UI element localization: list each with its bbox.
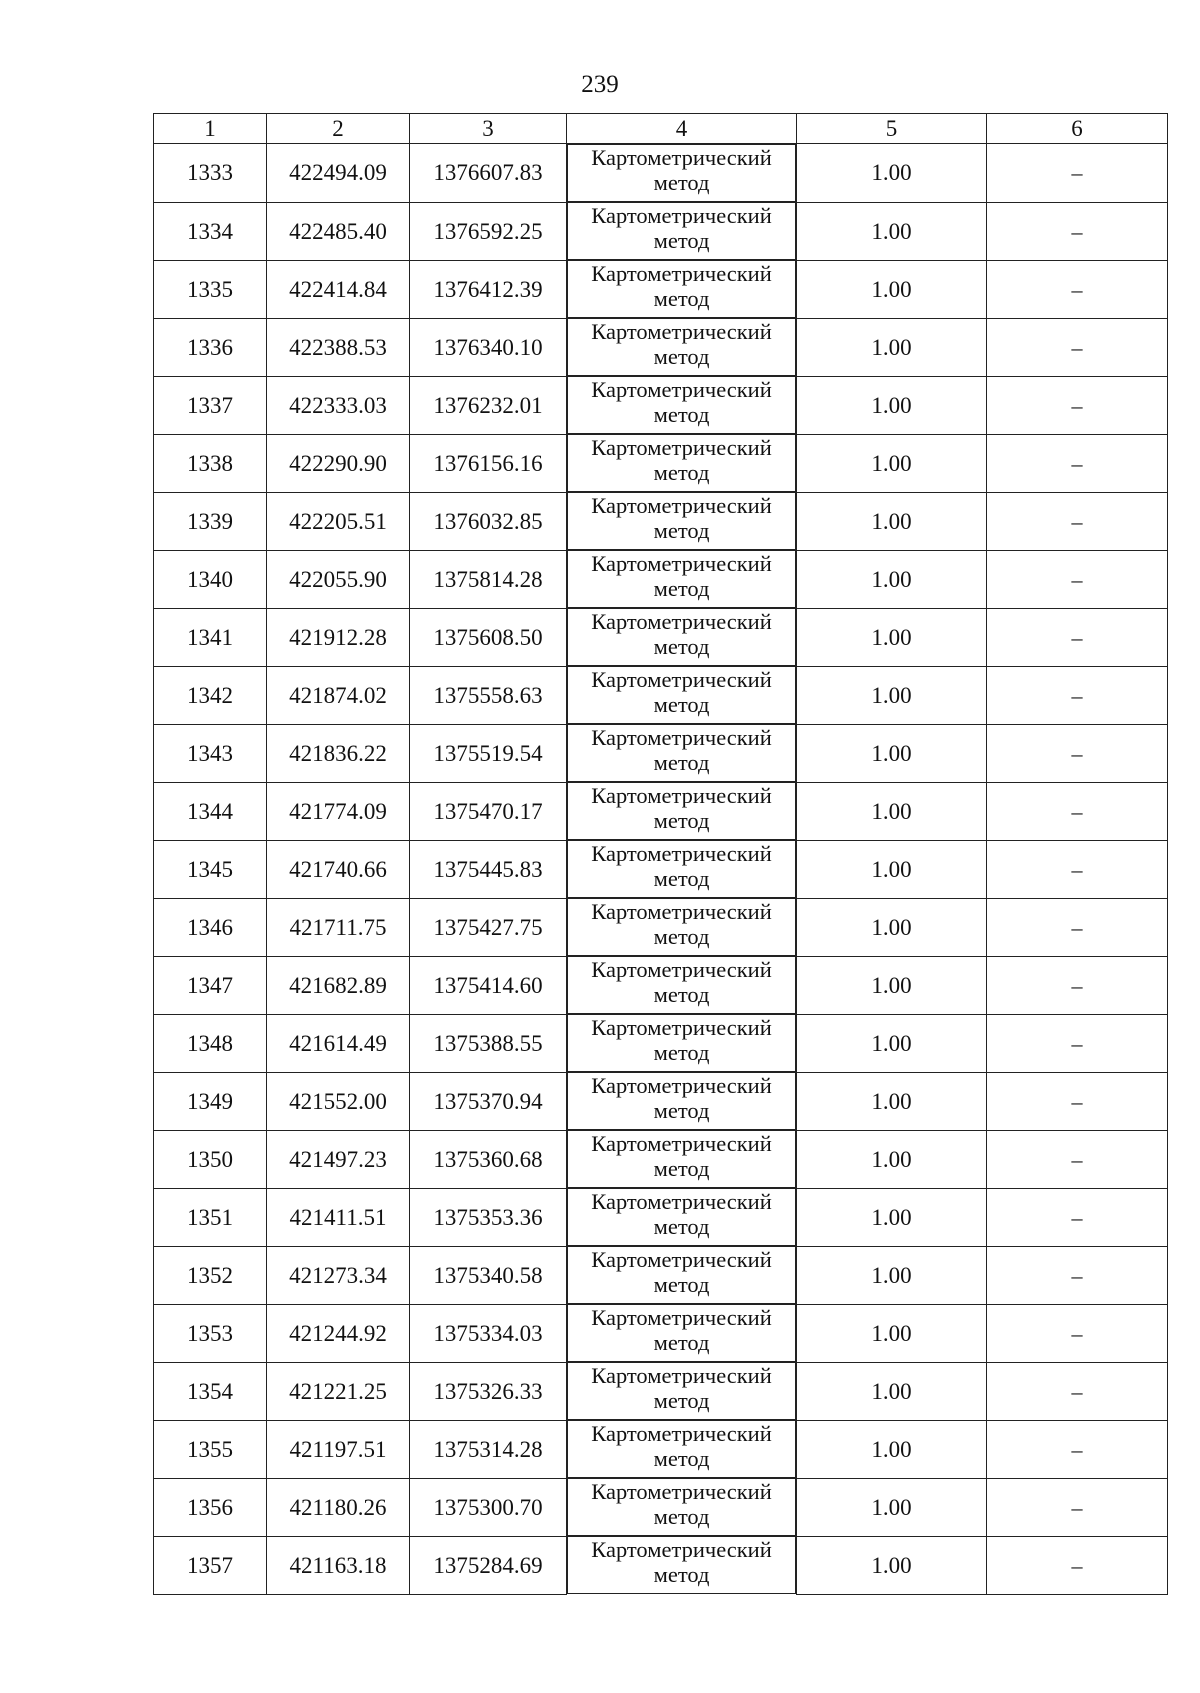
table-body [154,144,1168,1595]
point-number-cell: 1349 [154,1072,267,1130]
method-cell: Картометрический метод [567,144,796,202]
table-row [154,956,1168,1014]
table-row [154,1536,1168,1594]
note-cell: – [987,144,1168,203]
note-cell: – [987,318,1168,376]
point-number-cell: 1352 [154,1246,267,1304]
table-row [154,1014,1168,1072]
method-cell: Картометрический метод [567,318,796,376]
method-cell: Картометрический метод [567,492,796,550]
method-cell: Картометрический метод [567,840,796,898]
accuracy-cell: 1.00 [797,260,987,318]
accuracy-cell: 1.00 [797,550,987,608]
point-number-cell: 1333 [154,144,267,203]
x-coordinate-cell: 421912.28 [267,608,410,666]
note-cell: – [987,1130,1168,1188]
method-cell: Картометрический метод [567,1362,796,1420]
note-cell: – [987,202,1168,260]
y-coordinate-cell: 1376032.85 [410,492,567,550]
method-cell: Картометрический метод [567,1420,796,1478]
table-row [154,318,1168,376]
note-cell: – [987,1478,1168,1536]
accuracy-cell: 1.00 [797,724,987,782]
point-number-cell: 1347 [154,956,267,1014]
point-number-cell: 1344 [154,782,267,840]
y-coordinate-cell: 1375814.28 [410,550,567,608]
table-row [154,376,1168,434]
note-cell: – [987,666,1168,724]
table-row [154,550,1168,608]
note-cell: – [987,1072,1168,1130]
accuracy-cell: 1.00 [797,608,987,666]
method-cell: Картометрический метод [567,260,796,318]
note-cell: – [987,1362,1168,1420]
x-coordinate-cell: 421411.51 [267,1188,410,1246]
x-coordinate-cell: 422333.03 [267,376,410,434]
y-coordinate-cell: 1375353.36 [410,1188,567,1246]
note-cell: – [987,782,1168,840]
table-row [154,434,1168,492]
point-number-cell: 1334 [154,202,267,260]
point-number-cell: 1357 [154,1536,267,1594]
method-cell: Картометрический метод [567,434,796,492]
x-coordinate-cell: 422055.90 [267,550,410,608]
accuracy-cell: 1.00 [797,1246,987,1304]
y-coordinate-cell: 1375427.75 [410,898,567,956]
accuracy-cell: 1.00 [797,956,987,1014]
x-coordinate-cell: 421552.00 [267,1072,410,1130]
point-number-cell: 1354 [154,1362,267,1420]
accuracy-cell: 1.00 [797,1072,987,1130]
x-coordinate-cell: 421614.49 [267,1014,410,1072]
method-cell: Картометрический метод [567,1188,796,1246]
x-coordinate-cell: 421682.89 [267,956,410,1014]
x-coordinate-cell: 421711.75 [267,898,410,956]
point-number-cell: 1340 [154,550,267,608]
method-cell: Картометрический метод [567,1014,796,1072]
accuracy-cell: 1.00 [797,376,987,434]
note-cell: – [987,724,1168,782]
x-coordinate-cell: 422388.53 [267,318,410,376]
table-row [154,1246,1168,1304]
coordinates-table [153,113,1168,1595]
y-coordinate-cell: 1375334.03 [410,1304,567,1362]
accuracy-cell: 1.00 [797,666,987,724]
table-row [154,492,1168,550]
table-row [154,1420,1168,1478]
point-number-cell: 1355 [154,1420,267,1478]
table-row [154,1478,1168,1536]
x-coordinate-cell: 421244.92 [267,1304,410,1362]
accuracy-cell: 1.00 [797,1420,987,1478]
method-cell: Картометрический метод [567,202,796,260]
y-coordinate-cell: 1376156.16 [410,434,567,492]
method-cell: Картометрический метод [567,1478,796,1536]
y-coordinate-cell: 1376232.01 [410,376,567,434]
note-cell: – [987,608,1168,666]
point-number-cell: 1341 [154,608,267,666]
x-coordinate-cell: 421497.23 [267,1130,410,1188]
y-coordinate-cell: 1375470.17 [410,782,567,840]
y-coordinate-cell: 1375558.63 [410,666,567,724]
point-number-cell: 1356 [154,1478,267,1536]
column-header: 1 [154,114,267,144]
accuracy-cell: 1.00 [797,840,987,898]
note-cell: – [987,840,1168,898]
y-coordinate-cell: 1375284.69 [410,1536,567,1594]
note-cell: – [987,376,1168,434]
accuracy-cell: 1.00 [797,1188,987,1246]
method-cell: Картометрический метод [567,1246,796,1304]
method-cell: Картометрический метод [567,1304,796,1362]
table-row [154,724,1168,782]
column-header: 5 [797,114,987,144]
accuracy-cell: 1.00 [797,434,987,492]
y-coordinate-cell: 1375314.28 [410,1420,567,1478]
point-number-cell: 1337 [154,376,267,434]
table-header [154,114,1168,144]
y-coordinate-cell: 1375360.68 [410,1130,567,1188]
note-cell: – [987,1536,1168,1594]
note-cell: – [987,898,1168,956]
point-number-cell: 1342 [154,666,267,724]
point-number-cell: 1346 [154,898,267,956]
table-row [154,898,1168,956]
x-coordinate-cell: 422485.40 [267,202,410,260]
accuracy-cell: 1.00 [797,202,987,260]
x-coordinate-cell: 421740.66 [267,840,410,898]
accuracy-cell: 1.00 [797,318,987,376]
x-coordinate-cell: 421273.34 [267,1246,410,1304]
table-row [154,1072,1168,1130]
method-cell: Картометрический метод [567,666,796,724]
method-cell: Картометрический метод [567,1536,796,1594]
accuracy-cell: 1.00 [797,1478,987,1536]
table-row [154,1130,1168,1188]
x-coordinate-cell: 422290.90 [267,434,410,492]
y-coordinate-cell: 1375519.54 [410,724,567,782]
note-cell: – [987,1246,1168,1304]
method-cell: Картометрический метод [567,782,796,840]
accuracy-cell: 1.00 [797,1362,987,1420]
column-header: 6 [987,114,1168,144]
x-coordinate-cell: 421221.25 [267,1362,410,1420]
point-number-cell: 1343 [154,724,267,782]
accuracy-cell: 1.00 [797,1014,987,1072]
method-cell: Картометрический метод [567,1072,796,1130]
point-number-cell: 1348 [154,1014,267,1072]
method-cell: Картометрический метод [567,956,796,1014]
y-coordinate-cell: 1376607.83 [410,144,567,203]
point-number-cell: 1353 [154,1304,267,1362]
point-number-cell: 1336 [154,318,267,376]
x-coordinate-cell: 421836.22 [267,724,410,782]
note-cell: – [987,260,1168,318]
y-coordinate-cell: 1376412.39 [410,260,567,318]
table-row [154,144,1168,203]
header-row [154,114,1168,144]
table-row [154,1188,1168,1246]
method-cell: Картометрический метод [567,898,796,956]
accuracy-cell: 1.00 [797,1304,987,1362]
y-coordinate-cell: 1375388.55 [410,1014,567,1072]
page-number: 239 [581,71,619,98]
point-number-cell: 1338 [154,434,267,492]
method-cell: Картометрический метод [567,608,796,666]
x-coordinate-cell: 421774.09 [267,782,410,840]
note-cell: – [987,1304,1168,1362]
table-row [154,840,1168,898]
note-cell: – [987,1188,1168,1246]
note-cell: – [987,956,1168,1014]
method-cell: Картометрический метод [567,724,796,782]
point-number-cell: 1345 [154,840,267,898]
y-coordinate-cell: 1375326.33 [410,1362,567,1420]
y-coordinate-cell: 1375370.94 [410,1072,567,1130]
table-row [154,666,1168,724]
accuracy-cell: 1.00 [797,898,987,956]
y-coordinate-cell: 1376340.10 [410,318,567,376]
table-row [154,1362,1168,1420]
point-number-cell: 1350 [154,1130,267,1188]
method-cell: Картометрический метод [567,376,796,434]
table-row [154,1304,1168,1362]
note-cell: – [987,434,1168,492]
y-coordinate-cell: 1375414.60 [410,956,567,1014]
note-cell: – [987,550,1168,608]
column-header: 2 [267,114,410,144]
table-row [154,202,1168,260]
accuracy-cell: 1.00 [797,782,987,840]
note-cell: – [987,492,1168,550]
note-cell: – [987,1014,1168,1072]
y-coordinate-cell: 1375445.83 [410,840,567,898]
column-header: 4 [567,114,797,144]
x-coordinate-cell: 422205.51 [267,492,410,550]
method-cell: Картометрический метод [567,1130,796,1188]
accuracy-cell: 1.00 [797,492,987,550]
x-coordinate-cell: 422494.09 [267,144,410,203]
point-number-cell: 1351 [154,1188,267,1246]
x-coordinate-cell: 421874.02 [267,666,410,724]
note-cell: – [987,1420,1168,1478]
x-coordinate-cell: 421197.51 [267,1420,410,1478]
accuracy-cell: 1.00 [797,1536,987,1594]
accuracy-cell: 1.00 [797,1130,987,1188]
y-coordinate-cell: 1375340.58 [410,1246,567,1304]
table-row [154,608,1168,666]
method-cell: Картометрический метод [567,550,796,608]
column-header: 3 [410,114,567,144]
y-coordinate-cell: 1375608.50 [410,608,567,666]
point-number-cell: 1339 [154,492,267,550]
x-coordinate-cell: 421180.26 [267,1478,410,1536]
table-row [154,260,1168,318]
y-coordinate-cell: 1376592.25 [410,202,567,260]
x-coordinate-cell: 422414.84 [267,260,410,318]
table-row [154,782,1168,840]
x-coordinate-cell: 421163.18 [267,1536,410,1594]
y-coordinate-cell: 1375300.70 [410,1478,567,1536]
point-number-cell: 1335 [154,260,267,318]
accuracy-cell: 1.00 [797,144,987,203]
